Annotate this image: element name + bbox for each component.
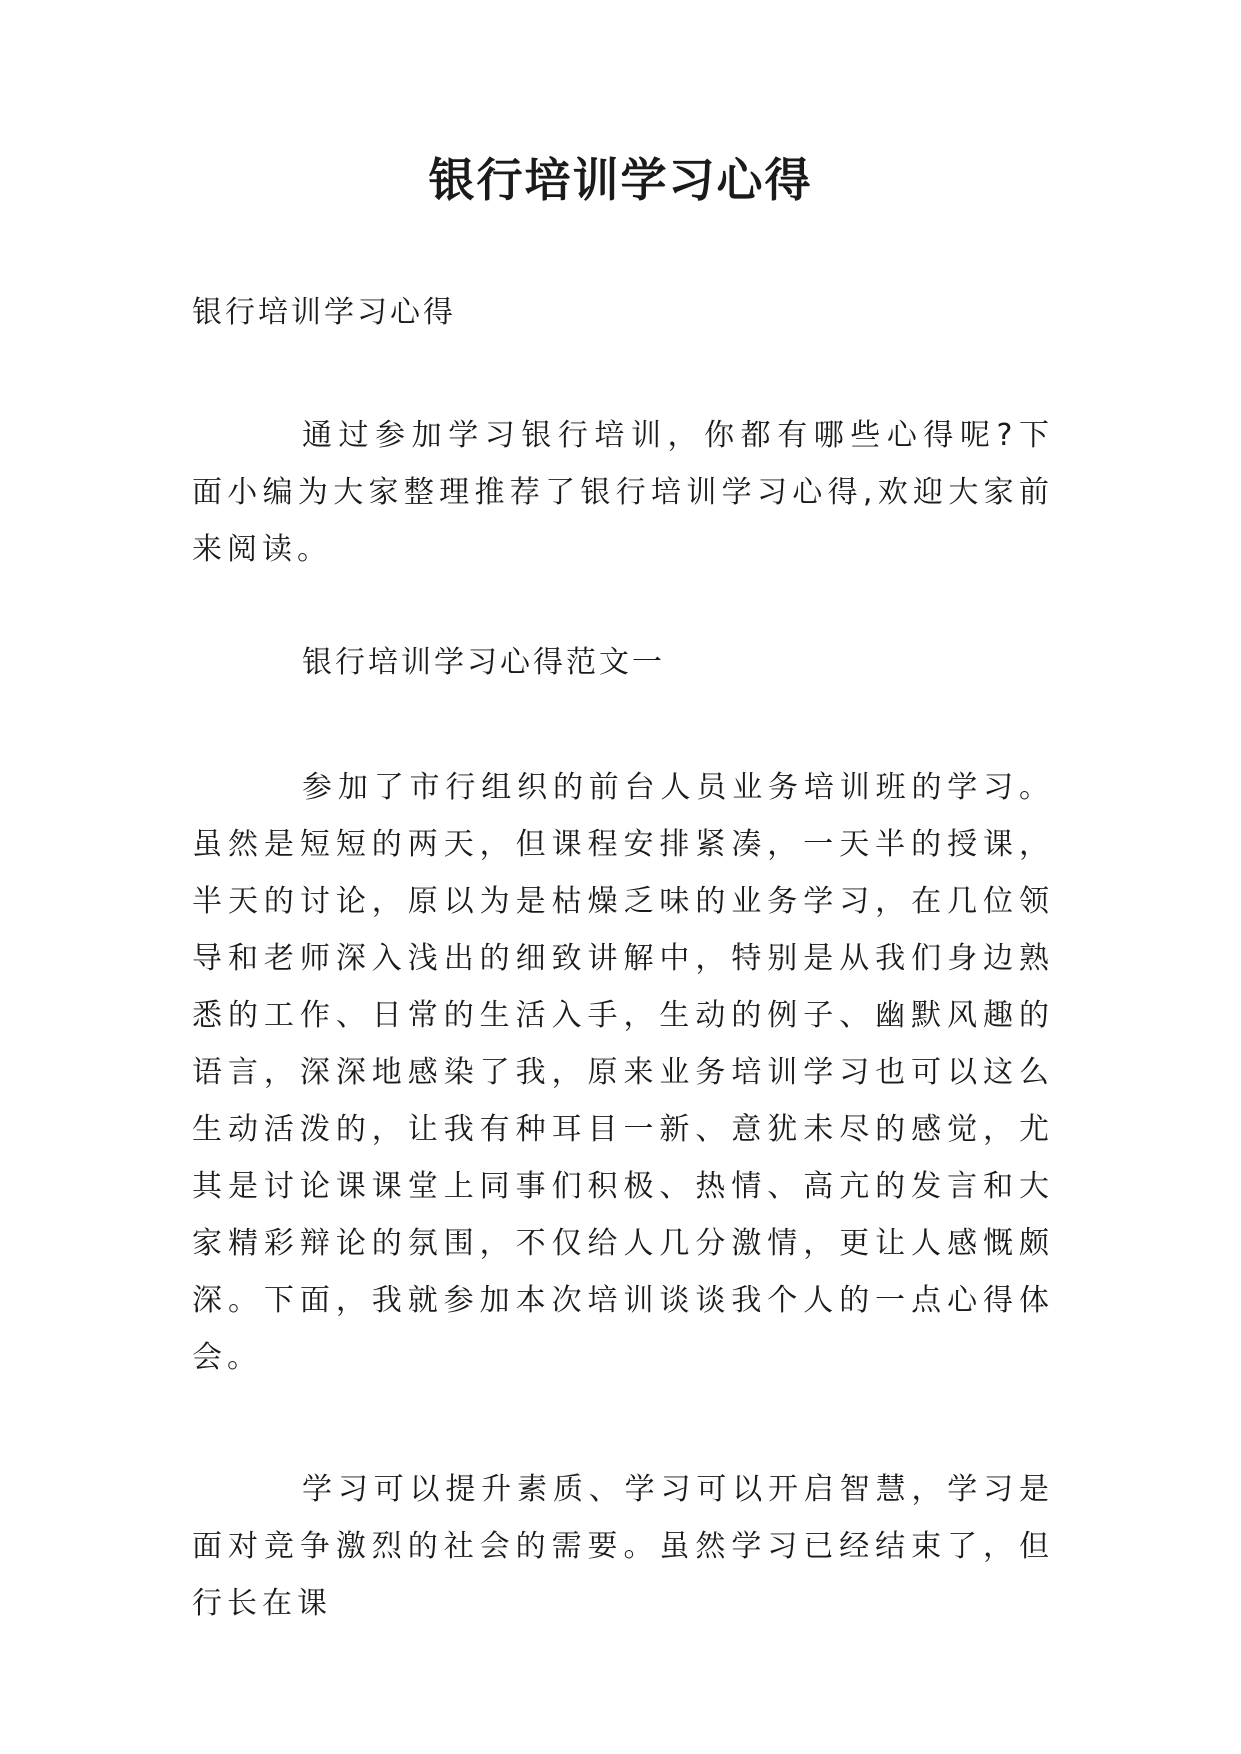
document-subtitle: 银行培训学习心得 <box>192 295 456 330</box>
section-heading: 银行培训学习心得范文一 <box>302 645 665 680</box>
intro-paragraph: 通过参加学习银行培训，你都有哪些心得呢?下面小编为大家整理推荐了银行培训学习心得,欢迎大家前来阅读。 <box>192 418 1054 567</box>
body-paragraph-1: 参加了市行组织的前台人员业务培训班的学习。虽然是短短的两天，但课程安排紧凑，一天半的授课，半天的讨论，原以为是枯燥乏味的业务学习，在几位领导和老师深入浅出的细致讲解中，特别是从我们身边熟悉的工作、日常的生活入手，生动的例子、幽默风趣的语言，深深地感染了我，原来业务培训学习也可以这么生动活泼的，让我有种耳目一新、意犹未尽的感觉，尤其是讨论课课堂上同事们积极、热情、高亢的发言和大家精彩辩论的氛围，不仅给人几分激情，更让人感慨颇深。下面，我就参加本次培训谈谈我个人的一点心得体会。 <box>192 770 1054 1375</box>
body-paragraph-2: 学习可以提升素质、学习可以开启智慧，学习是面对竞争激烈的社会的需要。虽然学习已经结束了，但行长在课 <box>192 1472 1054 1621</box>
document-title: 银行培训学习心得 <box>428 153 813 207</box>
